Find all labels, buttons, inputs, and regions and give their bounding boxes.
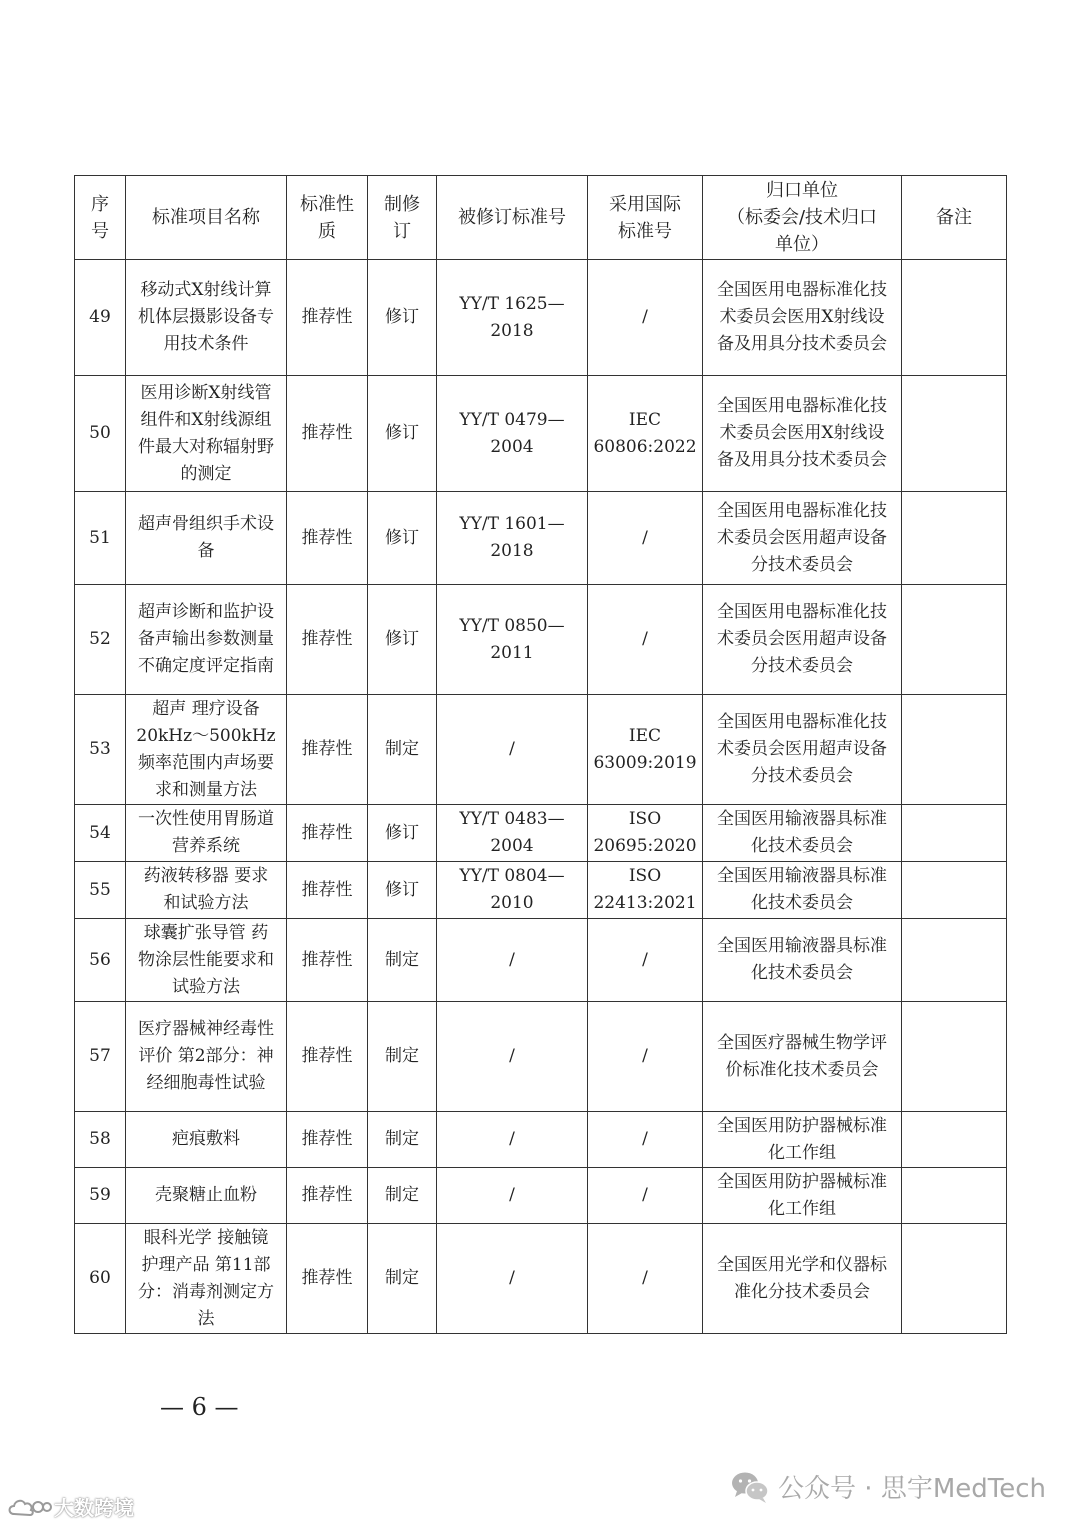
cell-unit: 全国医用电器标准化技术委员会医用X射线设备及用具分技术委员会 bbox=[703, 376, 902, 492]
header-name: 标准项目名称 bbox=[126, 176, 287, 260]
cell-revised-no: YY/T 0483—2004 bbox=[437, 805, 588, 862]
cell-revised-no: / bbox=[437, 1224, 588, 1334]
corner-mark bbox=[6, 1492, 134, 1521]
watermark-text: 公众号 · 思宇MedTech bbox=[778, 1474, 1046, 1504]
cell-unit: 全国医用电器标准化技术委员会医用超声设备分技术委员会 bbox=[703, 585, 902, 695]
cell-name: 球囊扩张导管 药物涂层性能要求和试验方法 bbox=[126, 919, 287, 1002]
cell-unit: 全国医用电器标准化技术委员会医用X射线设备及用具分技术委员会 bbox=[703, 260, 902, 376]
cell-nature: 推荐性 bbox=[287, 695, 368, 805]
cell-remark bbox=[902, 1112, 1007, 1168]
table-row bbox=[75, 492, 1007, 585]
cell-revise: 修订 bbox=[368, 585, 437, 695]
cell-remark bbox=[902, 260, 1007, 376]
cell-remark bbox=[902, 1168, 1007, 1224]
cell-revise: 制定 bbox=[368, 1224, 437, 1334]
cell-name: 医疗器械神经毒性评价 第2部分：神经细胞毒性试验 bbox=[126, 1002, 287, 1112]
cell-seq: 57 bbox=[75, 1002, 126, 1112]
cell-nature: 推荐性 bbox=[287, 1002, 368, 1112]
cell-remark bbox=[902, 805, 1007, 862]
cell-intl-no: / bbox=[588, 492, 703, 585]
cell-intl-no: / bbox=[588, 585, 703, 695]
cell-remark bbox=[902, 376, 1007, 492]
cell-name: 疤痕敷料 bbox=[126, 1112, 287, 1168]
cell-seq: 51 bbox=[75, 492, 126, 585]
cell-unit: 全国医用电器标准化技术委员会医用超声设备分技术委员会 bbox=[703, 492, 902, 585]
cell-revise: 制定 bbox=[368, 1112, 437, 1168]
corner-mark-text: 大数跨境 bbox=[54, 1496, 134, 1520]
cell-revised-no: YY/T 0850—2011 bbox=[437, 585, 588, 695]
cell-remark bbox=[902, 492, 1007, 585]
cell-revised-no: YY/T 0804—2010 bbox=[437, 862, 588, 919]
cell-seq: 59 bbox=[75, 1168, 126, 1224]
cell-revised-no: / bbox=[437, 1168, 588, 1224]
cell-revise: 修订 bbox=[368, 862, 437, 919]
cell-nature: 推荐性 bbox=[287, 260, 368, 376]
cell-name: 壳聚糖止血粉 bbox=[126, 1168, 287, 1224]
table-row bbox=[75, 862, 1007, 919]
header-remark: 备注 bbox=[902, 176, 1007, 260]
cell-revise: 制定 bbox=[368, 1002, 437, 1112]
cell-intl-no: / bbox=[588, 1224, 703, 1334]
cell-revised-no: YY/T 1601—2018 bbox=[437, 492, 588, 585]
table-row bbox=[75, 1002, 1007, 1112]
table-row bbox=[75, 1112, 1007, 1168]
cell-seq: 60 bbox=[75, 1224, 126, 1334]
header-nature: 标准性 质 bbox=[287, 176, 368, 260]
cell-revise: 制定 bbox=[368, 919, 437, 1002]
cell-remark bbox=[902, 1224, 1007, 1334]
cell-seq: 54 bbox=[75, 805, 126, 862]
cell-unit: 全国医用防护器械标准化工作组 bbox=[703, 1168, 902, 1224]
standards-table bbox=[74, 175, 1007, 1334]
watermark bbox=[730, 1468, 1046, 1505]
table-row bbox=[75, 919, 1007, 1002]
cell-unit: 全国医用防护器械标准化工作组 bbox=[703, 1112, 902, 1168]
cell-name: 眼科光学 接触镜护理产品 第11部分：消毒剂测定方法 bbox=[126, 1224, 287, 1334]
cell-seq: 50 bbox=[75, 376, 126, 492]
cell-revise: 修订 bbox=[368, 492, 437, 585]
cell-intl-no: IEC 63009:2019 bbox=[588, 695, 703, 805]
cell-name: 一次性使用胃肠道营养系统 bbox=[126, 805, 287, 862]
table-row bbox=[75, 585, 1007, 695]
cell-intl-no: / bbox=[588, 1168, 703, 1224]
header-seq: 序 号 bbox=[75, 176, 126, 260]
table-row bbox=[75, 805, 1007, 862]
cell-intl-no: / bbox=[588, 1002, 703, 1112]
cell-intl-no: / bbox=[588, 260, 703, 376]
cell-remark bbox=[902, 862, 1007, 919]
cell-revise: 制定 bbox=[368, 695, 437, 805]
cell-intl-no: / bbox=[588, 1112, 703, 1168]
table-row bbox=[75, 376, 1007, 492]
header-intl-no: 采用国际 标准号 bbox=[588, 176, 703, 260]
header-revise: 制修 订 bbox=[368, 176, 437, 260]
cell-remark bbox=[902, 585, 1007, 695]
cell-revised-no: / bbox=[437, 1112, 588, 1168]
cell-revised-no: / bbox=[437, 695, 588, 805]
cell-nature: 推荐性 bbox=[287, 585, 368, 695]
cell-seq: 58 bbox=[75, 1112, 126, 1168]
cell-intl-no: ISO 20695:2020 bbox=[588, 805, 703, 862]
cell-remark bbox=[902, 1002, 1007, 1112]
table-row bbox=[75, 1168, 1007, 1224]
header-revised-no: 被修订标准号 bbox=[437, 176, 588, 260]
cell-revised-no: YY/T 0479—2004 bbox=[437, 376, 588, 492]
header-unit: 归口单位 （标委会/技术归口 单位） bbox=[703, 176, 902, 260]
cell-seq: 49 bbox=[75, 260, 126, 376]
table-row bbox=[75, 1224, 1007, 1334]
cell-unit: 全国医用输液器具标准化技术委员会 bbox=[703, 862, 902, 919]
cell-unit: 全国医用光学和仪器标准化分技术委员会 bbox=[703, 1224, 902, 1334]
table-header-row bbox=[75, 176, 1007, 260]
cell-unit: 全国医用输液器具标准化技术委员会 bbox=[703, 919, 902, 1002]
cell-intl-no: ISO 22413:2021 bbox=[588, 862, 703, 919]
cell-name: 移动式X射线计算机体层摄影设备专用技术条件 bbox=[126, 260, 287, 376]
cell-seq: 52 bbox=[75, 585, 126, 695]
cell-name: 超声骨组织手术设备 bbox=[126, 492, 287, 585]
cell-seq: 55 bbox=[75, 862, 126, 919]
cell-seq: 53 bbox=[75, 695, 126, 805]
cell-unit: 全国医用输液器具标准化技术委员会 bbox=[703, 805, 902, 862]
cell-remark bbox=[902, 919, 1007, 1002]
page-number: — 6 — bbox=[160, 1393, 239, 1421]
cell-revised-no: / bbox=[437, 919, 588, 1002]
cell-nature: 推荐性 bbox=[287, 1112, 368, 1168]
cell-nature: 推荐性 bbox=[287, 1224, 368, 1334]
cell-nature: 推荐性 bbox=[287, 862, 368, 919]
wechat-icon bbox=[730, 1470, 770, 1504]
cell-name: 超声 理疗设备20kHz～500kHz频率范围内声场要求和测量方法 bbox=[126, 695, 287, 805]
cloud-logo-icon bbox=[6, 1494, 52, 1520]
cell-revised-no: YY/T 1625—2018 bbox=[437, 260, 588, 376]
cell-nature: 推荐性 bbox=[287, 492, 368, 585]
cell-revise: 修订 bbox=[368, 260, 437, 376]
cell-nature: 推荐性 bbox=[287, 919, 368, 1002]
cell-unit: 全国医用电器标准化技术委员会医用超声设备分技术委员会 bbox=[703, 695, 902, 805]
table-row bbox=[75, 695, 1007, 805]
cell-revised-no: / bbox=[437, 1002, 588, 1112]
cell-revise: 制定 bbox=[368, 1168, 437, 1224]
cell-name: 超声诊断和监护设备声输出参数测量不确定度评定指南 bbox=[126, 585, 287, 695]
cell-nature: 推荐性 bbox=[287, 1168, 368, 1224]
cell-nature: 推荐性 bbox=[287, 376, 368, 492]
cell-remark bbox=[902, 695, 1007, 805]
cell-name: 药液转移器 要求和试验方法 bbox=[126, 862, 287, 919]
cell-revise: 修订 bbox=[368, 805, 437, 862]
cell-intl-no: / bbox=[588, 919, 703, 1002]
cell-name: 医用诊断X射线管组件和X射线源组件最大对称辐射野的测定 bbox=[126, 376, 287, 492]
table-row bbox=[75, 260, 1007, 376]
cell-unit: 全国医疗器械生物学评价标准化技术委员会 bbox=[703, 1002, 902, 1112]
cell-nature: 推荐性 bbox=[287, 805, 368, 862]
cell-intl-no: IEC 60806:2022 bbox=[588, 376, 703, 492]
cell-seq: 56 bbox=[75, 919, 126, 1002]
cell-revise: 修订 bbox=[368, 376, 437, 492]
